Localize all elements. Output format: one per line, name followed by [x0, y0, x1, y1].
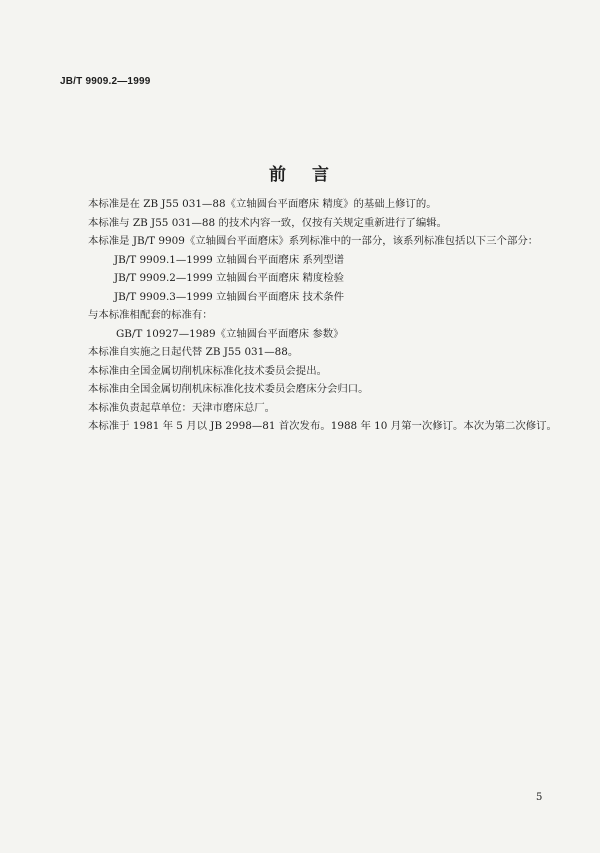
paragraph-line: 本标准自实施之日起代替 ZB J55 031—88。	[88, 346, 299, 358]
page-number: 5	[536, 792, 543, 803]
paragraph-line: 本标准由全国金属切削机床标准化技术委员会磨床分会归口。	[88, 383, 369, 395]
series-part-1: JB/T 9909.1—1999 立轴圆台平面磨床 系列型谱	[114, 253, 345, 266]
page-title	[0, 160, 600, 185]
related-standard: GB/T 10927—1989《立轴圆台平面磨床 参数》	[116, 327, 344, 340]
standard-code-header: JB/T 9909.2—1999	[60, 76, 151, 87]
paragraph-line: 本标准于 1981 年 5 月以 JB 2998—81 首次发布。1988 年 10 月第一次修订。本次为第二次修订。	[88, 420, 557, 432]
paragraph-line: 本标准是在 ZB J55 031—88《立轴圆台平面磨床 精度》的基础上修订的。	[88, 198, 437, 210]
paragraph-line: 本标准负责起草单位：天津市磨床总厂。	[88, 401, 276, 414]
series-part-2: JB/T 9909.2—1999 立轴圆台平面磨床 精度检验	[114, 272, 345, 284]
title-char-2: 言	[312, 165, 331, 185]
paragraph-line: 与本标准相配套的标准有：	[88, 309, 213, 321]
foreword-body	[88, 195, 558, 436]
paragraph-line: 本标准与 ZB J55 031—88 的技术内容一致，仅按有关规定重新进行了编辑。	[88, 216, 448, 229]
paragraph-line: 本标准由全国金属切削机床标准化技术委员会提出。	[88, 364, 327, 377]
title-char-1: 前	[269, 165, 288, 185]
series-part-3: JB/T 9909.3—1999 立轴圆台平面磨床 技术条件	[114, 290, 345, 303]
paragraph-line: 本标准是 JB/T 9909《立轴圆台平面磨床》系列标准中的一部分，该系列标准包括以下三个部分：	[88, 235, 539, 247]
